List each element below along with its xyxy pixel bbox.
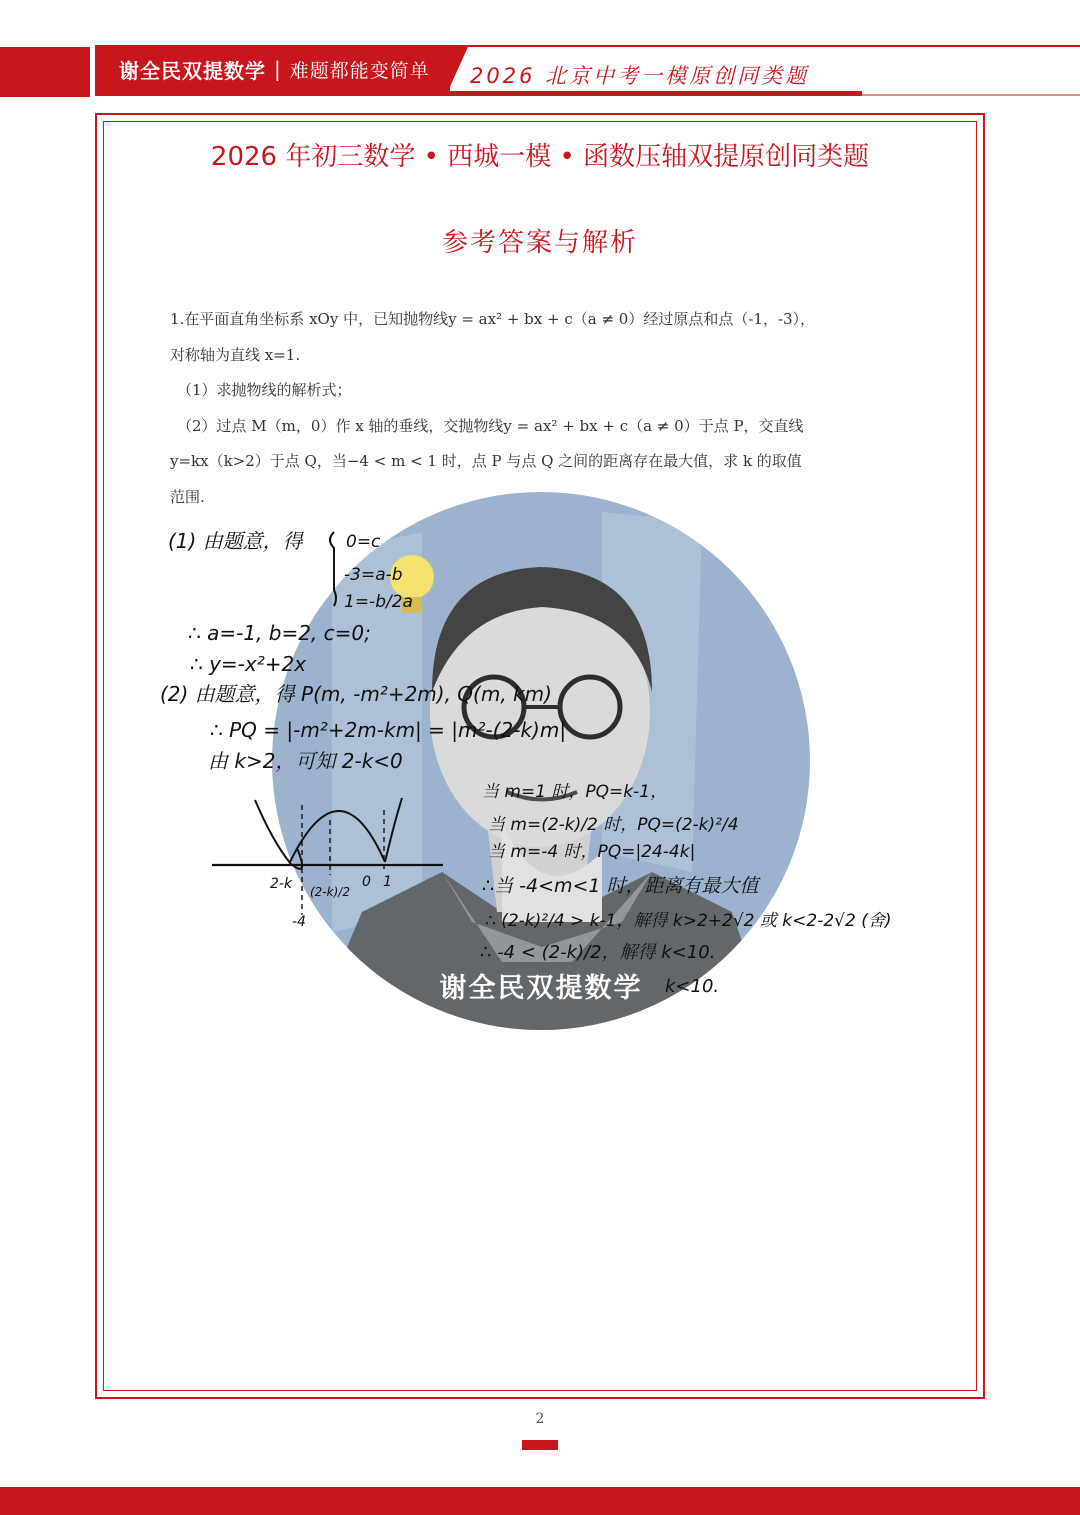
problem-part-2-line-1: （2）过点 M（m，0）作 x 轴的垂线，交抛物线y = ax² + bx + c（a ≠ 0）于点 P，交直线 xyxy=(177,416,804,435)
footer-bar xyxy=(0,1487,1080,1515)
hw-parabola: ∴ y=-x²+2x xyxy=(190,652,307,676)
hw-case-vertex: 当 m=(2-k)/2 时，PQ=(2-k)²/4 xyxy=(488,815,739,835)
hw-inequality: ∴ (2-k)²/4 > k-1，解得 k>2+2√2 或 k<2-2√2 (舍) xyxy=(485,911,892,931)
hw-graph-label-one: 1 xyxy=(383,874,392,890)
page-number-mark xyxy=(522,1440,558,1450)
hw-eq-2: -3=a-b xyxy=(344,565,403,585)
hw-pq-expression: ∴ PQ = |-m²+2m-km| = |m²-(2-k)m| xyxy=(210,718,567,742)
hw-graph-label-vertex: (2-k)/2 xyxy=(310,885,350,899)
problem-part-2-line-2: y=kx（k>2）于点 Q，当−4 < m < 1 时，点 P 与点 Q 之间的距离存在最大值，求 k 的取值 xyxy=(170,452,802,470)
problem-line-2: 对称轴为直线 x=1. xyxy=(170,345,301,364)
hw-graph-label-zero: 0 xyxy=(362,874,371,890)
hw-graph-label-root: 2-k xyxy=(270,876,293,892)
hw-max-condition: ∴当 -4<m<1 时，距离有最大值 xyxy=(482,875,759,897)
problem-part-1: （1）求抛物线的解析式； xyxy=(177,381,352,399)
series-title: 2026 北京中考一模原创同类题 xyxy=(470,64,810,88)
watermark-text: 谢全民双提数学 xyxy=(439,973,643,1004)
document-subtitle: 参考答案与解析 xyxy=(441,228,638,258)
hw-eq-3: 1=-b/2a xyxy=(344,592,413,612)
document-title: 2026 年初三数学 • 西城一模 • 函数压轴双提原创同类题 xyxy=(210,142,870,172)
hw-graph-label-minus-four: -4 xyxy=(292,914,306,930)
hw-solve-k: ∴ -4 < (2-k)/2，解得 k<10. xyxy=(480,942,716,963)
hw-case-m-4: 当 m=-4 时，PQ=|24-4k| xyxy=(488,842,696,862)
problem-line-1: 1.在平面直角坐标系 xOy 中，已知抛物线y = ax² + bx + c（a ≠ 0）经过原点和点（-1，-3）， xyxy=(170,310,816,328)
hw-k-condition: 由 k>2，可知 2-k<0 xyxy=(208,749,403,773)
hw-conclusion: k<10. xyxy=(665,976,720,997)
brand-separator: | xyxy=(274,57,282,81)
problem-part-2-line-3: 范围. xyxy=(170,487,205,506)
brand-name: 谢全民双提数学 xyxy=(119,58,266,83)
hw-case-m1: 当 m=1 时，PQ=k-1， xyxy=(482,782,668,802)
hw-part1-intro: (1) 由题意，得 xyxy=(168,529,303,553)
hw-brace xyxy=(330,532,336,606)
page-number: 2 xyxy=(535,1411,545,1427)
brand-slogan: 难题都能变简单 xyxy=(289,59,430,82)
hw-part2-points: (2) 由题意，得 P(m, -m²+2m), Q(m, km) xyxy=(160,682,552,706)
hw-sketch-graph xyxy=(212,798,443,930)
hw-coefficients: ∴ a=-1, b=2, c=0; xyxy=(188,621,371,645)
hw-eq-1: 0=c xyxy=(346,532,381,552)
